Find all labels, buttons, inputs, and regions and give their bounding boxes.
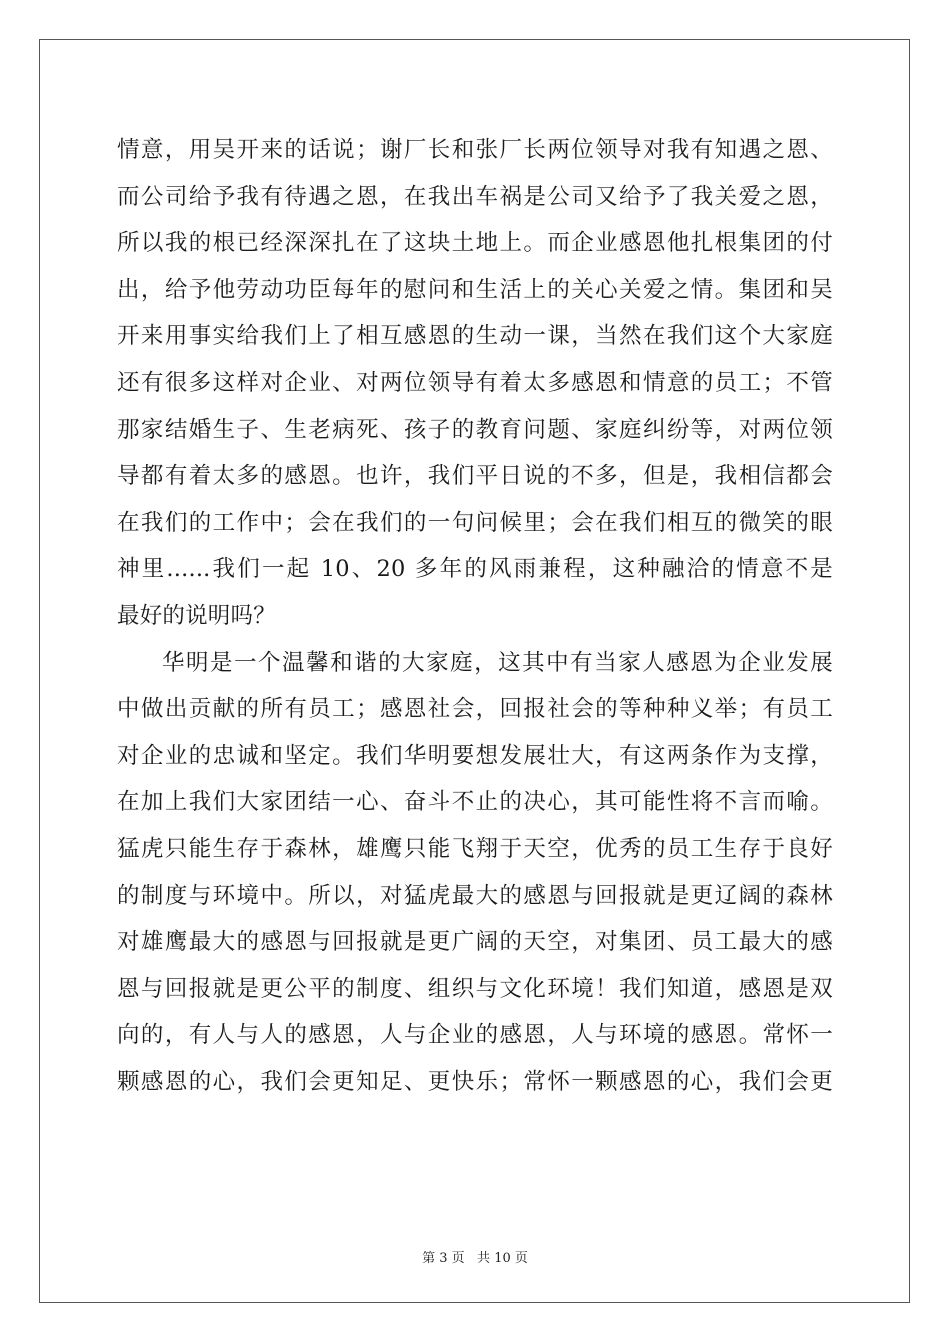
- paragraph-1: [117, 127, 833, 640]
- text-line: 在加上我们大家团结一心、奋斗不止的决心，其可能性将不言而喻。: [117, 789, 833, 816]
- text-line: 的制度与环境中。所以，对猛虎最大的感恩与回报就是更辽阔的森林: [117, 882, 833, 909]
- text-line: 最好的说明吗？: [117, 602, 276, 629]
- text-line: 所以我的根已经深深扎在了这块土地上。而企业感恩他扎根集团的付: [117, 230, 833, 257]
- text-line: 而公司给予我有待遇之恩，在我出车祸是公司又给予了我关爱之恩，: [117, 183, 833, 210]
- text-line: 猛虎只能生存于森林，雄鹰只能飞翔于天空，优秀的员工生存于良好: [117, 835, 833, 862]
- text-line: 情意，用吴开来的话说；谢厂长和张厂长两位领导对我有知遇之恩、: [117, 137, 833, 163]
- document-body: [117, 127, 833, 1105]
- text-line: 向的，有人与人的感恩，人与企业的感恩，人与环境的感恩。常怀一: [117, 1022, 833, 1049]
- text-line: 还有很多这样对企业、对两位领导有着太多感恩和情意的员工；不管: [117, 369, 833, 396]
- text-line: 那家结婚生子、生老病死、孩子的教育问题、家庭纠纷等，对两位领: [117, 416, 833, 443]
- paragraph-2: [117, 640, 833, 1106]
- text-line: 华明是一个温馨和谐的大家庭，这其中有当家人感恩为企业发展: [162, 649, 833, 676]
- text-line: 导都有着太多的感恩。也许，我们平日说的不多，但是，我相信都会: [117, 463, 833, 490]
- text-line: 中做出贡献的所有员工；感恩社会，回报社会的等种种义举；有员工: [117, 696, 833, 723]
- text-line: 神里......我们一起 10、20 多年的风雨兼程，这种融洽的情意不是: [117, 556, 833, 583]
- page-number-footer: 第 3 页 共 10 页: [422, 1251, 528, 1266]
- text-line: 出，给予他劳动功臣每年的慰问和生活上的关心关爱之情。集团和吴: [117, 276, 833, 303]
- text-line: 恩与回报就是更公平的制度、组织与文化环境！我们知道，感恩是双: [117, 975, 833, 1002]
- text-line: 在我们的工作中；会在我们的一句问候里；会在我们相互的微笑的眼: [117, 509, 833, 536]
- text-line: 开来用事实给我们上了相互感恩的生动一课，当然在我们这个大家庭: [117, 323, 833, 350]
- text-line: 颗感恩的心，我们会更知足、更快乐；常怀一颗感恩的心，我们会更: [117, 1068, 833, 1095]
- text-line: 对雄鹰最大的感恩与回报就是更广阔的天空，对集团、员工最大的感: [117, 929, 833, 956]
- text-line: 对企业的忠诚和坚定。我们华明要想发展壮大，有这两条作为支撑，: [117, 742, 833, 769]
